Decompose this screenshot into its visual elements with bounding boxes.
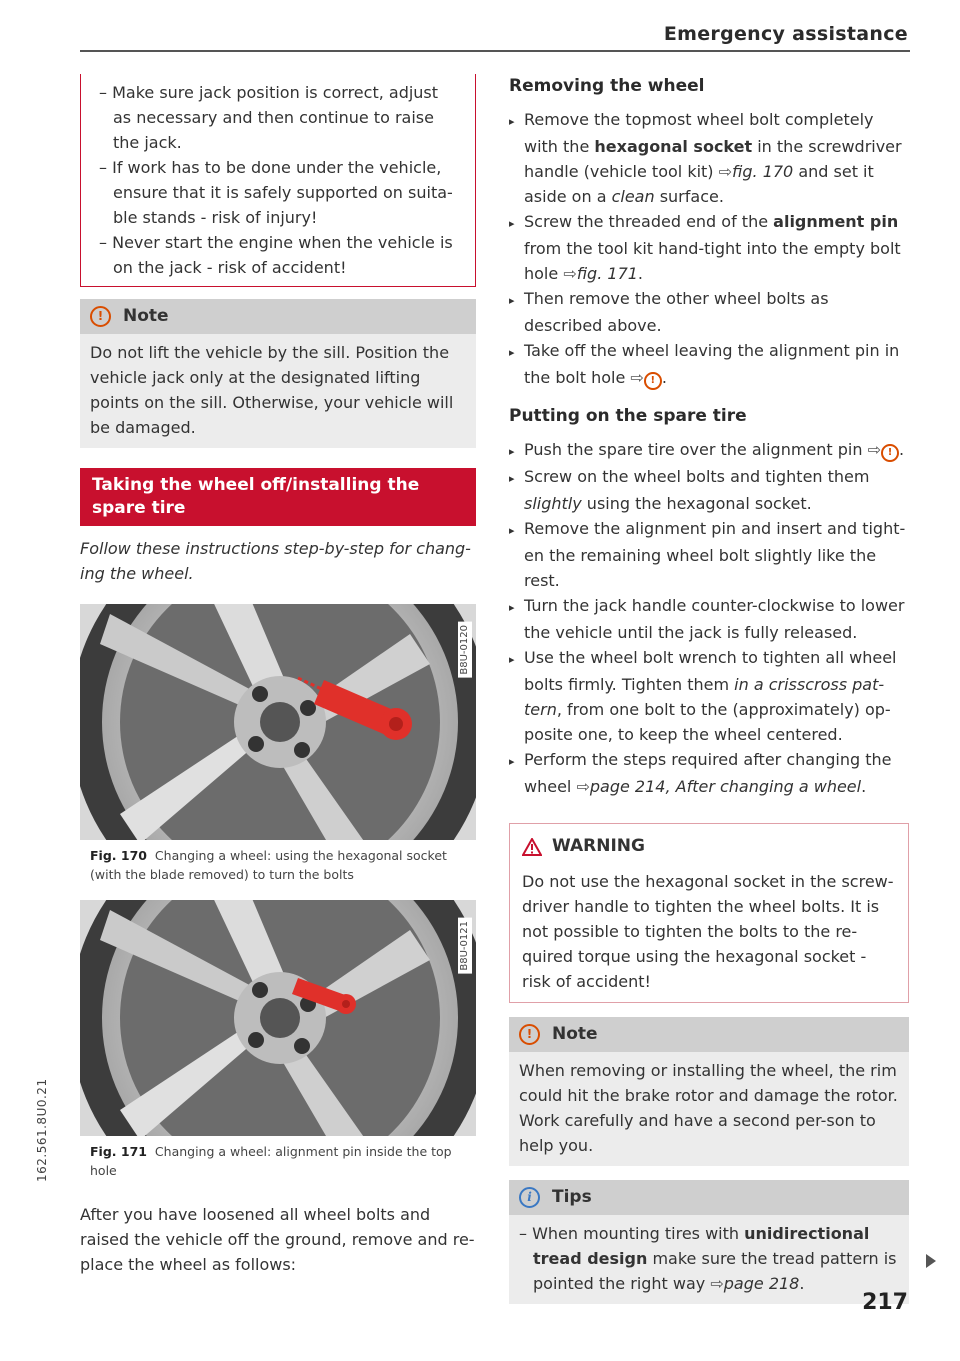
page-number: 217	[862, 1290, 908, 1315]
step-item: ▸ Take off the wheel leaving the alignment pin in the bolt hole ⇨ ! .	[509, 338, 909, 390]
continue-arrow-icon	[926, 1254, 936, 1268]
tips-title: Tips	[552, 1187, 592, 1207]
step-item: ▸ Turn the jack handle counter-clockwise to lower the vehicle until the jack is fully released.	[509, 593, 909, 645]
section-title-banner: Taking the wheel off/installing the spare tire	[80, 468, 476, 526]
tip-item: – When mounting tires with unidirectional tread design make sure the tread pattern is pointed the right way ⇨page 218.	[519, 1221, 899, 1296]
section-header-title: Emergency assistance	[663, 23, 908, 45]
warning-body: Do not use the hexagonal socket in the screw-driver handle to tighten the wheel bolts. It is not possible to tighten the bolts to the re-quired torque using the hexagonal socket - risk of accident!	[522, 872, 894, 991]
info-icon: i	[519, 1187, 540, 1208]
reference-arrow-icon: ⇨	[563, 264, 577, 283]
putting-spare-heading: Putting on the spare tire	[509, 406, 747, 426]
figure-label: Fig. 171	[90, 1144, 147, 1159]
warning-item: – Make sure jack position is correct, adjust as necessary and then continue to raise the jack.	[99, 80, 459, 155]
note-header	[509, 1017, 909, 1052]
figure-label: Fig. 170	[90, 848, 147, 863]
page-reference-link[interactable]: page 218	[723, 1274, 800, 1293]
wheel-hexagonal-socket-illustration	[80, 604, 476, 840]
wheel-alignment-pin-illustration	[80, 900, 476, 1136]
caution-icon: !	[519, 1024, 540, 1045]
step-item: ▸ Perform the steps required after changing the wheel ⇨page 214, After changing a wheel.	[509, 747, 909, 799]
warning-box	[509, 823, 909, 1003]
caution-icon[interactable]: !	[881, 444, 899, 462]
note-box-sill	[80, 299, 476, 448]
procedure-intro: After you have loosened all wheel bolts and raised the vehicle off the ground, remove and re-place the wheel as follows:	[80, 1205, 475, 1274]
note-title: Note	[123, 306, 169, 326]
warning-header	[510, 824, 908, 865]
note-body: Do not lift the vehicle by the sill. Position the vehicle jack only at the designated lifting points on the sill. Otherwise, your vehicle will be damaged.	[90, 343, 454, 437]
figure-171-caption	[80, 1142, 476, 1180]
reference-arrow-icon: ⇨	[576, 777, 590, 796]
note-box-brake-rotor	[509, 1017, 909, 1166]
step-item: ▸ Screw the threaded end of the alignment pin from the tool kit hand-tight into the empty bolt hole ⇨fig. 171.	[509, 209, 909, 286]
step-item: ▸ Remove the alignment pin and insert and tight-en the remaining wheel bolt slightly like the rest.	[509, 516, 909, 593]
caution-icon: !	[90, 306, 111, 327]
putting-steps	[509, 437, 909, 799]
note-header	[80, 299, 476, 334]
step-item: ▸ Remove the topmost wheel bolt completely with the hexagonal socket in the screwdriver handle (vehicle tool kit) ⇨fig. 170 and set it aside on a clean surface.	[509, 107, 909, 209]
figure-170-image	[80, 604, 476, 840]
reference-arrow-icon: ⇨	[630, 368, 644, 387]
reference-arrow-icon: ⇨	[867, 440, 882, 459]
note-title: Note	[552, 1024, 598, 1044]
tips-box	[509, 1180, 909, 1304]
figure-code: B8U-0121	[458, 918, 472, 974]
reference-arrow-icon: ⇨	[710, 1274, 724, 1293]
warning-item: – If work has to be done under the vehicle, ensure that it is safely supported on suita-ble stands - risk of injury!	[99, 155, 459, 230]
figure-code: B8U-0120	[458, 622, 472, 678]
warning-triangle-icon	[522, 838, 542, 856]
header-rule	[80, 50, 910, 52]
warning-list	[99, 80, 459, 280]
warning-item: – Never start the engine when the vehicle is on the jack - risk of accident!	[99, 230, 459, 280]
tips-header	[509, 1180, 909, 1215]
right-column	[509, 74, 909, 1304]
warning-title: WARNING	[552, 836, 645, 856]
section-intro: Follow these instructions step-by-step for chang-ing the wheel.	[80, 539, 471, 583]
figure-171-image	[80, 900, 476, 1136]
left-column	[80, 74, 476, 1277]
side-document-code: 162.561.8U0.21	[35, 1078, 49, 1182]
removing-wheel-heading: Removing the wheel	[509, 76, 705, 96]
figure-170-caption	[80, 846, 476, 884]
figure-reference-link[interactable]: fig. 171	[576, 264, 638, 283]
caption-text: Changing a wheel: using the hexagonal socket (with the blade removed) to turn the bolts	[90, 848, 447, 882]
removing-steps	[509, 107, 909, 390]
step-item: ▸ Use the wheel bolt wrench to tighten all wheel bolts firmly. Tighten them in a crisscross pat-tern, from one bolt to the (approximately) op-posite one, to keep the wheel centered.	[509, 645, 909, 747]
figure-reference-link[interactable]: fig. 170	[732, 162, 794, 181]
caption-text: Changing a wheel: alignment pin inside the top hole	[90, 1144, 452, 1178]
tips-body	[509, 1215, 909, 1304]
step-item: ▸ Then remove the other wheel bolts as described above.	[509, 286, 909, 338]
step-item: ▸ Screw on the wheel bolts and tighten them slightly using the hexagonal socket.	[509, 464, 909, 516]
note-body: When removing or installing the wheel, the rim could hit the brake rotor and damage the rotor. Work carefully and have a second per-son to help you.	[519, 1061, 898, 1155]
caution-icon[interactable]: !	[644, 372, 662, 390]
step-item: ▸ Push the spare tire over the alignment pin ⇨ ! .	[509, 437, 909, 464]
page-reference-link[interactable]: page 214, After changing a wheel	[589, 777, 862, 796]
warning-continuation-box	[80, 74, 476, 287]
reference-arrow-icon: ⇨	[718, 162, 733, 181]
